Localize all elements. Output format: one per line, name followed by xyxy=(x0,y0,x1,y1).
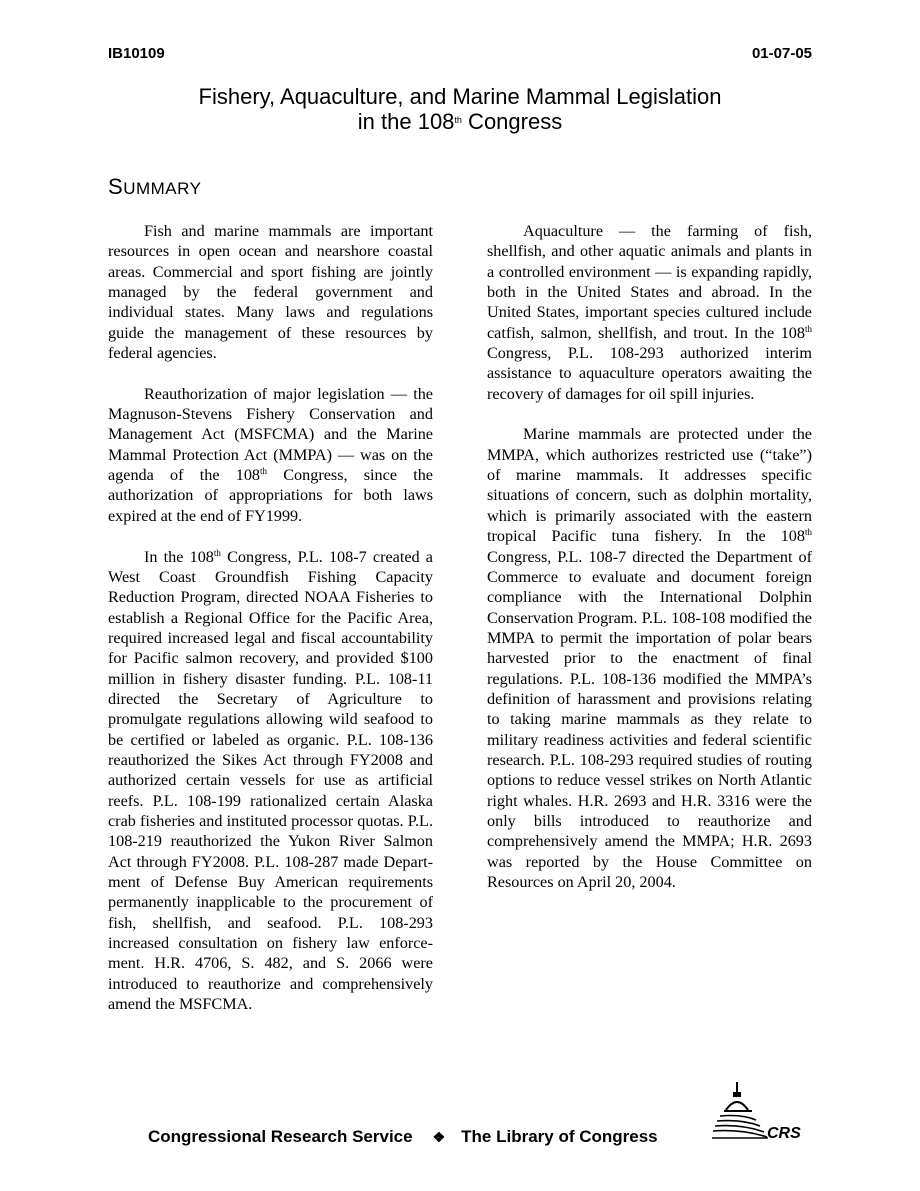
page-title xyxy=(108,84,812,134)
title-line-2 xyxy=(108,109,812,134)
paragraph-text: Congress, since the authorization of appropriations for both laws expired at the end of FY1999. xyxy=(108,466,433,525)
paragraph-aquaculture xyxy=(487,221,812,404)
paragraph-text: Congress, P.L. 108-7 directed the Department of Commerce to evaluate and document foreign compliance with the International Dolphin Conservation Program. P.L. 108-108 modified the MMPA to permit the importation of polar bears harvested prior to the enactment of final regulations. P.L. 108-136 modified the MMPA’s definition of harassment and provisions relating to taking marine mammals as they relate to military readiness activities and federal scientific research. P.L. 108-293 required studies of routing options to reduce vessel strikes on North Atlantic right whales. H.R. 2693 and H.R. 3316 were the only bills introduced to reauthorize and comprehensively amend the MMPA; H.R. 2693 was reported by the House Committee on Resources on April 20, 2004. xyxy=(487,547,812,891)
title-superscript: th xyxy=(454,115,462,125)
paragraph-text: Aquaculture — the farming of fish, shellfish, and other aquatic animals and plants in a controlled environment — is expanding rapidly, both in the United States and abroad. In the United States, important species cultured include catfish, salmon, shellfish, and trout. In the 108 xyxy=(487,222,812,342)
title-line-2-pre: in the 108 xyxy=(357,109,455,134)
title-line-1: Fishery, Aquaculture, and Marine Mammal Legislation xyxy=(198,84,722,109)
paragraph-text: Marine mammals are protected under the MMPA, which authorizes restricted use (“take”) of marine mammals. It addresses specific situations of concern, such as dolphin mortality, which is primarily associated with the eastern tropical Pacific tuna fishery. In the 108 xyxy=(487,425,812,546)
footer-library-label: The Library of Congress xyxy=(461,1127,658,1146)
superscript: th xyxy=(804,323,812,334)
paragraph-text: In the 108 xyxy=(144,547,214,566)
left-column xyxy=(108,221,433,1035)
paragraph-reauthorization xyxy=(108,384,433,526)
diamond-separator-icon: ❖ xyxy=(432,1129,446,1145)
paragraph-fish-resources: Fish and marine mammals are important resources in open ocean and nearshore coastal areas. Commercial and sport fishing are jointly managed by the federal government and individual states. Many laws and regulations guide the management of these resources by federal agencies. xyxy=(108,222,433,363)
section-heading-rest: UMMARY xyxy=(123,179,202,198)
superscript: th xyxy=(804,527,812,538)
title-line-2-post: Congress xyxy=(461,109,563,134)
paragraph-108th-fisheries xyxy=(108,547,433,1015)
document-date: 01-07-05 xyxy=(751,45,812,62)
right-column xyxy=(487,221,812,913)
section-heading-initial: S xyxy=(108,174,124,199)
footer-crs-label: Congressional Research Service xyxy=(148,1127,413,1146)
crs-logo-text: CRS xyxy=(767,1125,801,1142)
footer xyxy=(148,1127,658,1147)
paragraph-text: Congress, P.L. 108-293 authorized interim assistance to aquaculture operators awaiting the recovery of damages for oil spill injuries. xyxy=(487,344,812,403)
crs-capitol-logo-icon xyxy=(712,1080,812,1150)
paragraph-text: Reauthorization of major legislation — the Magnuson-Stevens Fishery Conservation and Management Act (MSFCMA) and the Marine Mammal Protection Act (MMPA) — was on the agenda of the 108 xyxy=(108,384,433,485)
paragraph-text: Congress, P.L. 108-7 created a West Coast Groundfish Fishing Capacity Reduction Program, directed NOAA Fisheries to establish a Regional Office for the Pacific Area, required increased legal and fiscal accountability for Pacific salmon recovery, and provided $100 million in fishery disaster funding. P.L. 108-11 directed the Secretary of Agriculture to promulgate regulations allowing wild seafood to be certified or labeled as organic. P.L. 108-136 reauthorized the Sikes Act through FY2008 and authorized certain vessels for use as artificial reefs. P.L. 108-199 rationalized certain Alaska crab fisheries and instituted processor quotas. P.L. 108-219 reauthorized the Yukon River Salmon Act through FY2008. P.L. 108-287 made Department of Defense Buy American requirements permanently inapplicable to the procurement of fish, shellfish, and seafood. P.L. 108-293 increased consultation on fishery law enforcement. H.R. 4706, S. 482, and S. 2066 were introduced to reauthorize and comprehensively amend the MSFCMA. xyxy=(108,547,433,1014)
document-id: IB10109 xyxy=(108,45,165,62)
superscript: th xyxy=(260,466,268,477)
section-heading xyxy=(108,174,201,200)
superscript: th xyxy=(213,547,221,558)
paragraph-marine-mammals xyxy=(487,424,812,892)
